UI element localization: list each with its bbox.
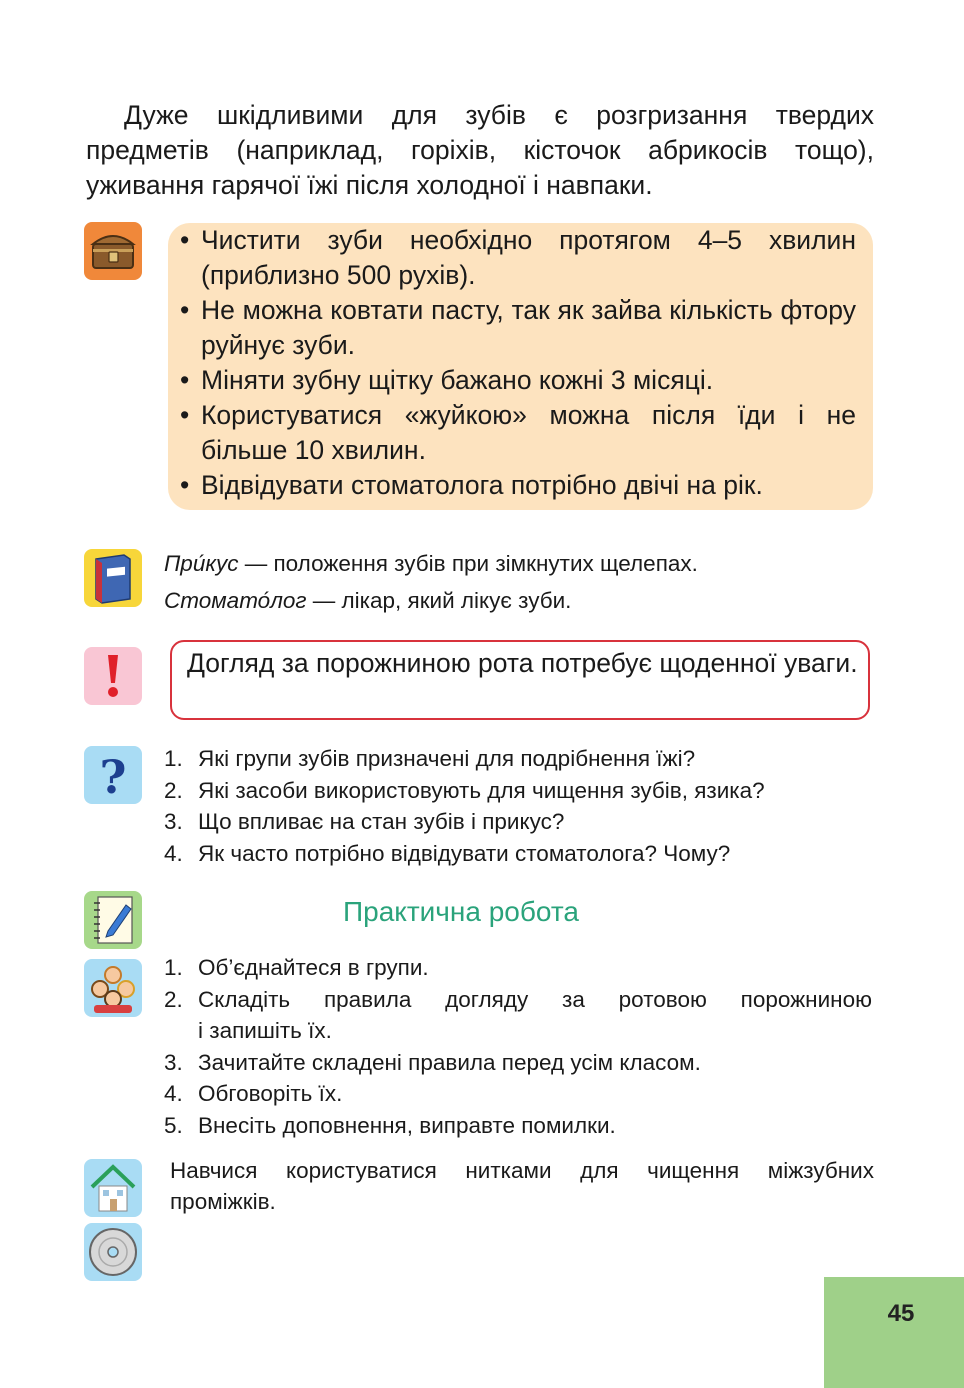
question-number: 4. — [164, 840, 183, 866]
step-text: Складіть правила догляду за ротовою порожниною — [198, 986, 872, 1012]
step-number: 1. — [164, 955, 183, 980]
tips-list — [180, 223, 856, 503]
question-icon — [84, 746, 142, 804]
house-icon — [84, 1159, 142, 1217]
intro-paragraph — [86, 98, 874, 203]
definition-line — [164, 545, 864, 582]
question-number: 1. — [164, 746, 183, 771]
definition-text: положення зубів при зімкнутих щелепах. — [273, 551, 698, 576]
intro-line: уживання гарячої їжі після холодної і навпаки. — [86, 170, 653, 200]
intro-line: предметів (наприклад, горіхів, кісточок абрикосів тощо), — [86, 135, 874, 165]
tip-item: • Користуватися «жуйкою» можна після їди і не більше 10 хвилин. — [180, 398, 856, 468]
practical-steps-list — [164, 952, 872, 1141]
question-text: Що впливає на стан зубів і прикус? — [198, 809, 565, 834]
questions-list — [164, 743, 874, 869]
group-children-icon — [84, 959, 142, 1017]
notebook-pencil-icon — [84, 891, 142, 949]
treasure-chest-icon — [84, 222, 142, 280]
question-text: Які групи зубів призначені для подрібнення їжі? — [198, 746, 696, 771]
question-text: Як часто потрібно відвідувати стоматолога? Чому? — [198, 840, 731, 866]
practical-step — [164, 1110, 872, 1142]
tip-item: • Чистити зуби необхідно протягом 4–5 хвилин (приблизно 500 рухів). — [180, 223, 856, 293]
practical-step — [164, 1047, 872, 1079]
question-item — [164, 838, 874, 870]
dictionary-book-icon — [84, 549, 142, 607]
homework-text — [170, 1155, 874, 1217]
practical-title: Практична робота — [343, 896, 579, 927]
question-text: Які засоби використовують для чищення зубів, язика? — [198, 777, 765, 803]
step-number: 5. — [164, 1112, 183, 1138]
page-number: 45 — [887, 1300, 915, 1327]
step-number: 4. — [164, 1081, 183, 1106]
question-number: 2. — [164, 777, 183, 803]
tip-item: • Відвідувати стоматолога потрібно двічі на рік. — [180, 468, 856, 503]
practical-step — [164, 952, 872, 984]
definition-term: Стомато́лог — [164, 588, 307, 613]
definition-line — [164, 582, 864, 619]
definition-dash: — — [306, 588, 342, 613]
question-item — [164, 743, 874, 775]
tip-item: • Не можна ковтати пасту, так як зайва кількість фтору руйнує зуби. — [180, 293, 856, 363]
cd-disc-icon — [84, 1223, 142, 1281]
definitions — [164, 545, 864, 619]
definition-term: При́кус — [164, 551, 239, 576]
homework-line: Навчися користуватися нитками для чищення міжзубних — [170, 1158, 874, 1183]
svg-text:?: ? — [99, 750, 127, 804]
question-item — [164, 806, 874, 838]
practical-step — [164, 984, 872, 1047]
definition-text: лікар, який лікує зуби. — [341, 588, 572, 613]
exclamation-icon — [84, 647, 142, 705]
page-number-tab — [824, 1277, 964, 1388]
question-item — [164, 775, 874, 807]
practical-step — [164, 1078, 872, 1110]
intro-line: Дуже шкідливими для зубів є розгризання твердих — [124, 100, 874, 130]
step-text: і запишіть їх. — [198, 1018, 332, 1043]
step-text: Об’єднайтеся в групи. — [198, 955, 429, 980]
question-number: 3. — [164, 809, 183, 834]
notice-text: Догляд за порожниною рота потребує щоденної уваги. — [187, 648, 858, 678]
step-text: Внесіть доповнення, виправте помилки. — [198, 1112, 616, 1138]
step-number: 2. — [164, 986, 183, 1012]
tip-item: • Міняти зубну щітку бажано кожні 3 місяці. — [180, 363, 856, 398]
definition-dash: — — [238, 551, 274, 576]
step-text: Обговоріть їх. — [198, 1081, 343, 1106]
homework-line: проміжків. — [170, 1189, 276, 1214]
step-text: Зачитайте складені правила перед усім класом. — [198, 1049, 701, 1075]
step-number: 3. — [164, 1049, 183, 1075]
